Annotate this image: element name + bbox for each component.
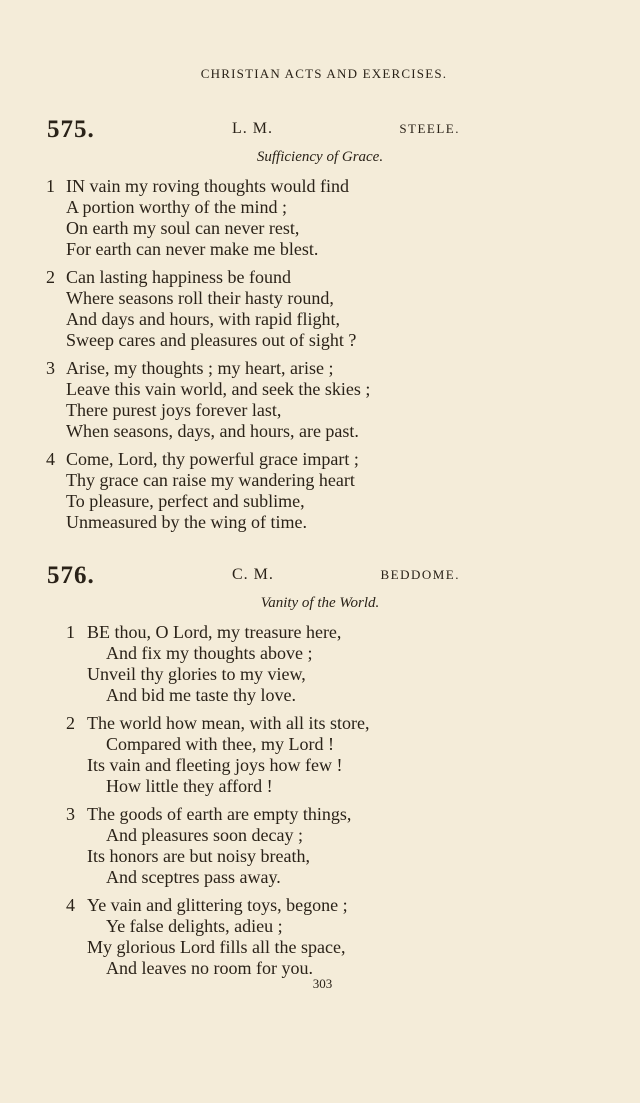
stanza-number: 1 <box>66 622 75 642</box>
verse-line: And days and hours, with rapid flight, <box>66 309 340 329</box>
verse-line: On earth my soul can never rest, <box>66 218 300 238</box>
stanza-number: 2 <box>46 267 55 287</box>
verse-line: Where seasons roll their hasty round, <box>66 288 334 308</box>
verse-line: When seasons, days, and hours, are past. <box>66 421 359 441</box>
running-head: CHRISTIAN ACTS AND EXERCISES. <box>200 66 448 81</box>
stanza-number: 4 <box>66 895 75 915</box>
verse-line: IN vain my roving thoughts would find <box>66 176 349 196</box>
verse-line: How little they afford ! <box>106 776 273 796</box>
verse-line: Thy grace can raise my wandering heart <box>66 470 355 490</box>
hymn-number: 576. <box>47 562 95 589</box>
verse-line: Come, Lord, thy powerful grace impart ; <box>66 449 359 469</box>
verse-line: And sceptres pass away. <box>106 867 281 887</box>
verse-line: And pleasures soon decay ; <box>106 825 303 845</box>
verse-line: Its honors are but noisy breath, <box>87 846 310 866</box>
stanza-number: 3 <box>66 804 75 824</box>
hymn-header <box>0 116 640 146</box>
stanza-number: 4 <box>46 449 55 469</box>
verse-line: Leave this vain world, and seek the skies ; <box>66 379 371 399</box>
stanza-number: 1 <box>46 176 55 196</box>
verse-line: For earth can never make me blest. <box>66 239 319 259</box>
verse-line: Unmeasured by the wing of time. <box>66 512 307 532</box>
verse-line: Compared with thee, my Lord ! <box>106 734 334 754</box>
stanza-number: 2 <box>66 713 75 733</box>
verse-line: To pleasure, perfect and sublime, <box>66 491 305 511</box>
verse-line: Ye vain and glittering toys, begone ; <box>87 895 348 915</box>
hymn-number: 575. <box>47 116 95 143</box>
hymn-subtitle: Vanity of the World. <box>260 595 380 611</box>
verse-line: Its vain and fleeting joys how few ! <box>87 755 343 775</box>
verse-line: The world how mean, with all its store, <box>87 713 370 733</box>
verse-line: And bid me taste thy love. <box>106 685 296 705</box>
stanza-number: 3 <box>46 358 55 378</box>
hymn-header <box>0 562 640 592</box>
verse-line: The goods of earth are empty things, <box>87 804 352 824</box>
verse-line: And leaves no room for you. <box>106 958 313 978</box>
hymn-meter: L. M. <box>232 120 273 137</box>
verse-line: A portion worthy of the mind ; <box>66 197 287 217</box>
verse-line: And fix my thoughts above ; <box>106 643 313 663</box>
verse-line: Unveil thy glories to my view, <box>87 664 306 684</box>
hymn-meter: C. M. <box>232 566 274 583</box>
hymn-subtitle: Sufficiency of Grace. <box>256 149 384 165</box>
verse-line: Can lasting happiness be found <box>66 267 291 287</box>
hymn-author: BEDDOME. <box>380 567 460 582</box>
verse-line: There purest joys forever last, <box>66 400 282 420</box>
hymn-575 <box>0 116 640 532</box>
verse-line: Ye false delights, adieu ; <box>106 916 283 936</box>
hymn-author: STEELE. <box>399 121 460 136</box>
page-number: 303 <box>312 976 333 991</box>
verse-line: Arise, my thoughts ; my heart, arise ; <box>66 358 334 378</box>
verse-line: BE thou, O Lord, my treasure here, <box>87 622 342 642</box>
hymn-576 <box>0 562 640 978</box>
verse-line: My glorious Lord fills all the space, <box>87 937 346 957</box>
verse-line: Sweep cares and pleasures out of sight ? <box>66 330 357 350</box>
